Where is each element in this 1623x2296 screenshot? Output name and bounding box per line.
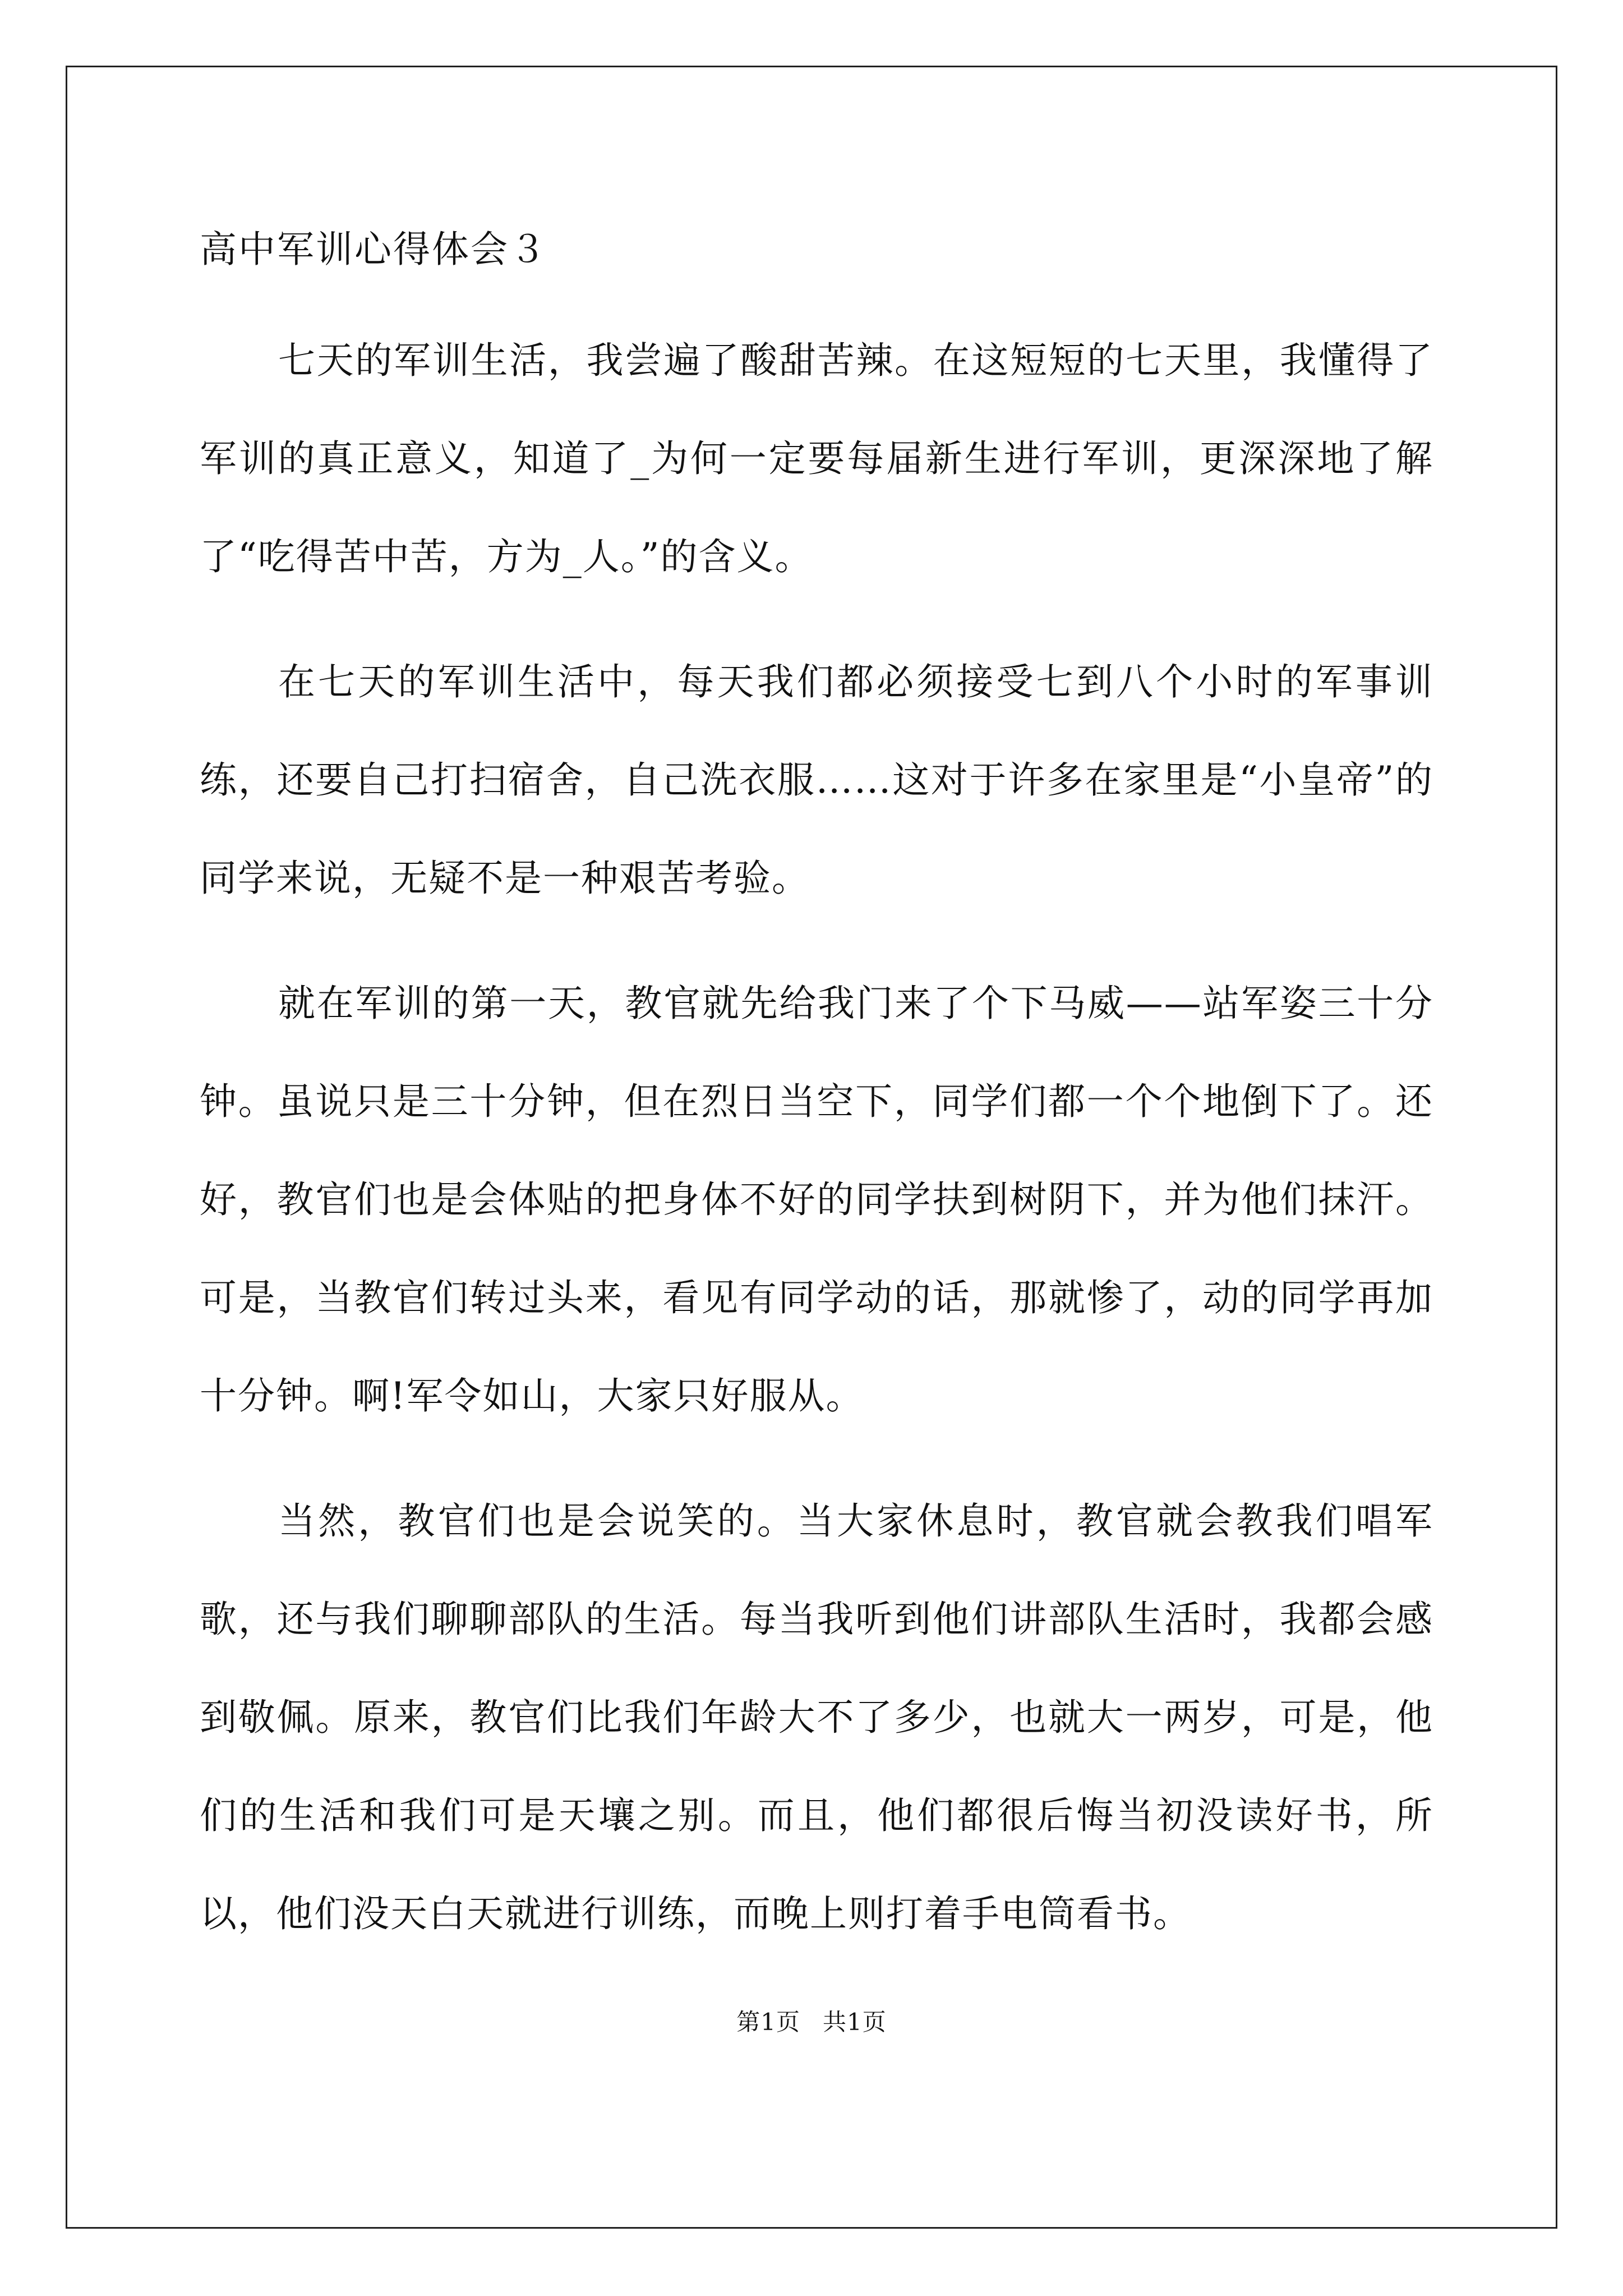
paragraph-2: 在七天的军训生活中，每天我们都必须接受七到八个小时的军事训练，还要自己打扫宿舍，自己洗衣服……这对于许多在家里是“小皇帝”的同学来说，无疑不是一种艰苦考验。	[200, 660, 1433, 900]
page-footer	[0, 2005, 1623, 2039]
page-total: 共1页	[823, 2008, 887, 2036]
document-title: 高中军训心得体会３	[200, 228, 548, 271]
page-number: 第1页	[736, 2008, 800, 2036]
paragraph-4: 当然，教官们也是会说笑的。当大家休息时，教官就会教我们唱军歌，还与我们聊聊部队的生活。每当我听到他们讲部队生活时，我都会感到敬佩。原来，教官们比我们年龄大不了多少，也就大一两岁，可是，他们的生活和我们可是天壤之别。而且，他们都很后悔当初没读好书，所以，他们没天白天就进行训练，而晚上则打着手电筒看书。	[200, 1499, 1433, 1935]
document-body	[200, 222, 1433, 1963]
paragraph-3: 就在军训的第一天，教官就先给我门来了个下马威——站军姿三十分钟。虽说只是三十分钟，但在烈日当空下，同学们都一个个地倒下了。还好，教官们也是会体贴的把身体不好的同学扶到树阴下，并为他们抹汗。可是，当教官们转过头来，看见有同学动的话，那就惨了，动的同学再加十分钟。啊!军令如山，大家只好服从。	[200, 982, 1433, 1418]
paragraph-1: 七天的军训生活，我尝遍了酸甜苦辣。在这短短的七天里，我懂得了军训的真正意义，知道了_为何一定要每届新生进行军训，更深深地了解了“吃得苦中苦，方为_人。”的含义。	[200, 339, 1433, 578]
